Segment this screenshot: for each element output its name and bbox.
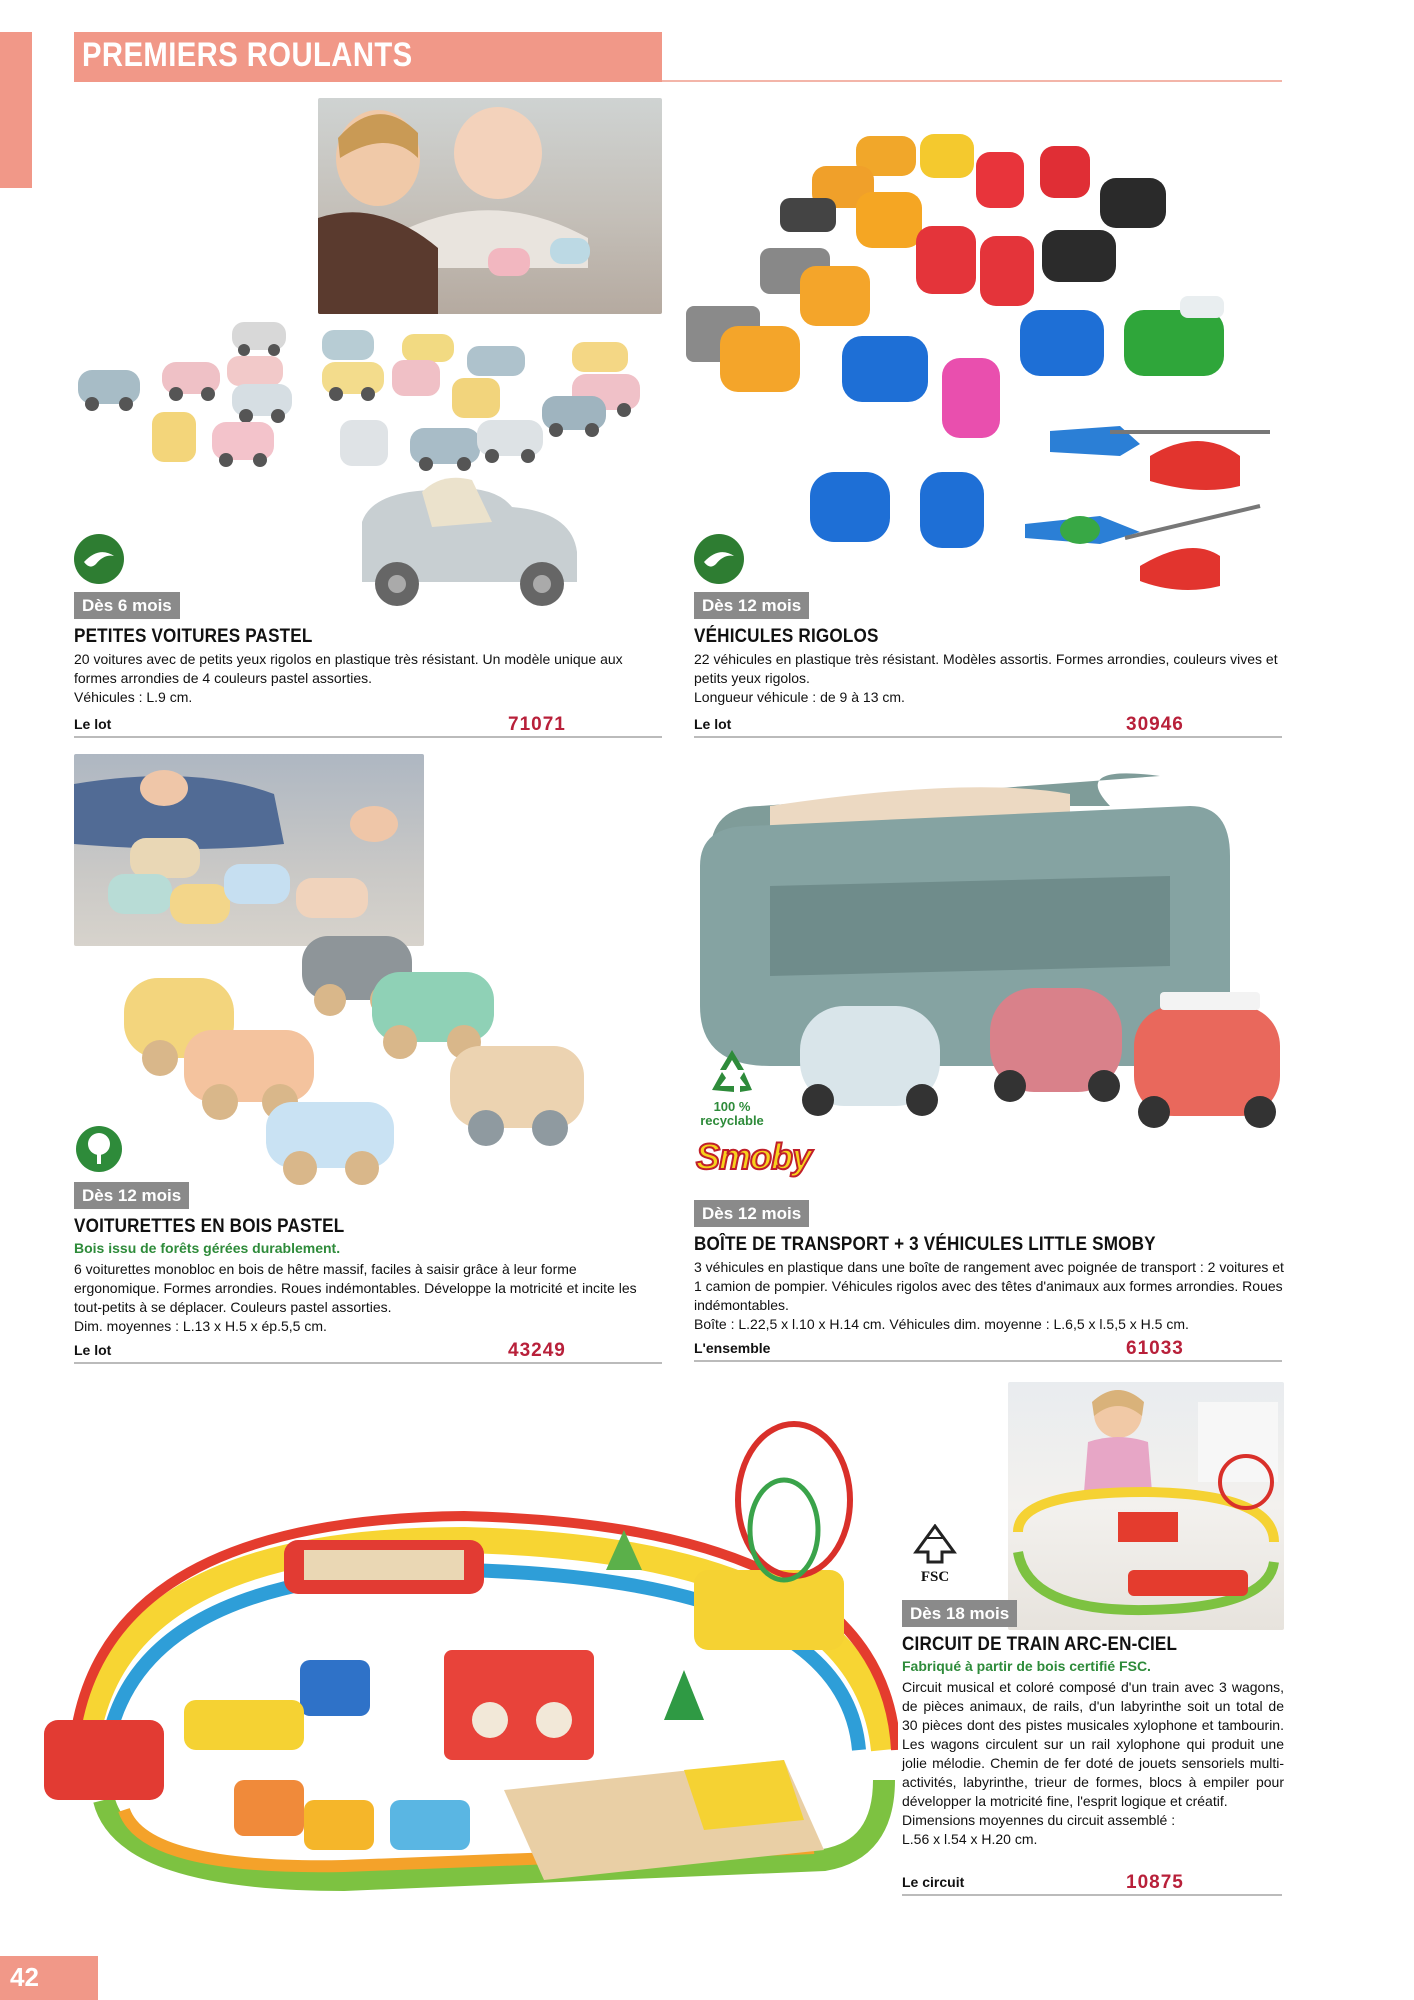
age-badge: Dès 12 mois xyxy=(694,1200,809,1227)
page-number-tab xyxy=(0,1956,98,2000)
child-train-photo xyxy=(1008,1382,1284,1630)
product-description xyxy=(694,650,1284,707)
description-line: 6 voiturettes monobloc en bois de hêtre massif, faciles à saisir grâce à leur forme ergonomique. Formes arrondies. Roues indémontables. Développe la motricité et incite les tout-petits à se déplacer. Couleurs pastel assorties. xyxy=(74,1261,637,1315)
price-row xyxy=(694,714,1282,738)
unit-label: L'ensemble xyxy=(694,1340,771,1356)
description-line: Boîte : L.22,5 x l.10 x H.14 cm. Véhicules dim. moyenne : L.6,5 x l.5,5 x H.5 cm. xyxy=(694,1316,1189,1332)
tree-icon xyxy=(74,1124,124,1174)
product-description xyxy=(694,1258,1286,1334)
description-line: 20 voitures avec de petits yeux rigolos en plastique très résistant. Un modèle unique aux formes arrondies de 4 couleurs pastel assorties. xyxy=(74,651,623,686)
description-line: Longueur véhicule : de 9 à 13 cm. xyxy=(694,689,905,705)
baby-photo xyxy=(318,98,662,314)
description-line: Dim. moyennes : L.13 x H.5 x ép.5,5 cm. xyxy=(74,1318,327,1334)
product-title: CIRCUIT DE TRAIN ARC-EN-CIEL xyxy=(902,1634,1178,1655)
price-row xyxy=(694,1338,1282,1362)
product-reference: 43249 xyxy=(508,1340,566,1361)
unit-label: Le circuit xyxy=(902,1874,965,1890)
description-line: Dimensions moyennes du circuit assemblé : xyxy=(902,1812,1176,1828)
unit-label: Le lot xyxy=(74,716,112,732)
nordic-swan-ecolabel-icon xyxy=(694,534,744,584)
age-badge: Dès 6 mois xyxy=(74,592,180,619)
unit-label: Le lot xyxy=(74,1342,112,1358)
fsc-tree-icon xyxy=(906,1524,964,1564)
product-subtitle: Fabriqué à partir de bois certifié FSC. xyxy=(902,1658,1151,1674)
product-description xyxy=(902,1678,1284,1849)
rainbow-train-circuit-illustration xyxy=(44,1420,898,1900)
product-title: VOITURETTES EN BOIS PASTEL xyxy=(74,1216,345,1237)
product-reference: 71071 xyxy=(508,714,566,735)
colorful-vehicles-illustration xyxy=(680,126,1284,616)
recyclable-percent: 100 % xyxy=(713,1099,751,1114)
price-row xyxy=(74,714,662,738)
product-title: VÉHICULES RIGOLOS xyxy=(694,626,879,647)
description-line: L.56 x l.54 x H.20 cm. xyxy=(902,1831,1038,1847)
product-description xyxy=(74,650,664,707)
product-subtitle: Bois issu de forêts gérées durablement. xyxy=(74,1240,341,1256)
smoby-logo: Smoby xyxy=(696,1136,812,1177)
age-badge: Dès 12 mois xyxy=(74,1182,189,1209)
age-badge: Dès 12 mois xyxy=(694,592,809,619)
product-reference: 30946 xyxy=(1126,714,1184,735)
description-line: Véhicules : L.9 cm. xyxy=(74,689,193,705)
recyclable-word: recyclable xyxy=(700,1113,764,1128)
description-line: 22 véhicules en plastique très résistant. Modèles assortis. Formes arrondies, couleurs vives et petits yeux rigolos. xyxy=(694,651,1278,686)
price-row xyxy=(74,1340,662,1364)
age-badge: Dès 18 mois xyxy=(902,1600,1017,1627)
child-wooden-cars-photo xyxy=(74,754,424,946)
product-title: BOÎTE DE TRANSPORT + 3 VÉHICULES LITTLE SMOBY xyxy=(694,1234,1156,1255)
wooden-cars-illustration xyxy=(110,930,630,1200)
side-tab xyxy=(0,32,32,188)
fsc-logo xyxy=(906,1524,964,1585)
unit-label: Le lot xyxy=(694,716,732,732)
description-line: Circuit musical et coloré composé d'un train avec 3 wagons, de pièces animaux, de rails, d'un labyrinthe soit un total de 30 pièces dont des pistes musicales xylophone et tambourin. Les wagons circulent sur un rail xylophone qui produit une jolie mélodie. Chemin de fer doté de jouets sensoriels multi-activités, labyrinthe, trieur de formes, blocs à empiler pour développer la motricité fine, l'esprit logique et créatif. xyxy=(902,1679,1284,1809)
price-row xyxy=(902,1872,1282,1896)
product-title: PETITES VOITURES PASTEL xyxy=(74,626,313,647)
product-description xyxy=(74,1260,666,1336)
product-reference: 10875 xyxy=(1126,1872,1184,1893)
smoby-transport-box-illustration xyxy=(690,766,1284,1146)
page-number: 42 xyxy=(10,1962,39,1992)
product-reference: 61033 xyxy=(1126,1338,1184,1359)
fsc-label: FSC xyxy=(920,1569,950,1585)
header-rule xyxy=(662,80,1282,82)
page-title: PREMIERS ROULANTS xyxy=(82,36,413,74)
nordic-swan-ecolabel-icon xyxy=(74,534,124,584)
recyclable-label xyxy=(694,1100,770,1128)
description-line: 3 véhicules en plastique dans une boîte de rangement avec poignée de transport : 2 voitures et 1 camion de pompier. Véhicules rigolos avec des têtes d'animaux aux formes arrondies. Roues indémontables. xyxy=(694,1259,1284,1313)
recycle-icon xyxy=(704,1046,760,1096)
